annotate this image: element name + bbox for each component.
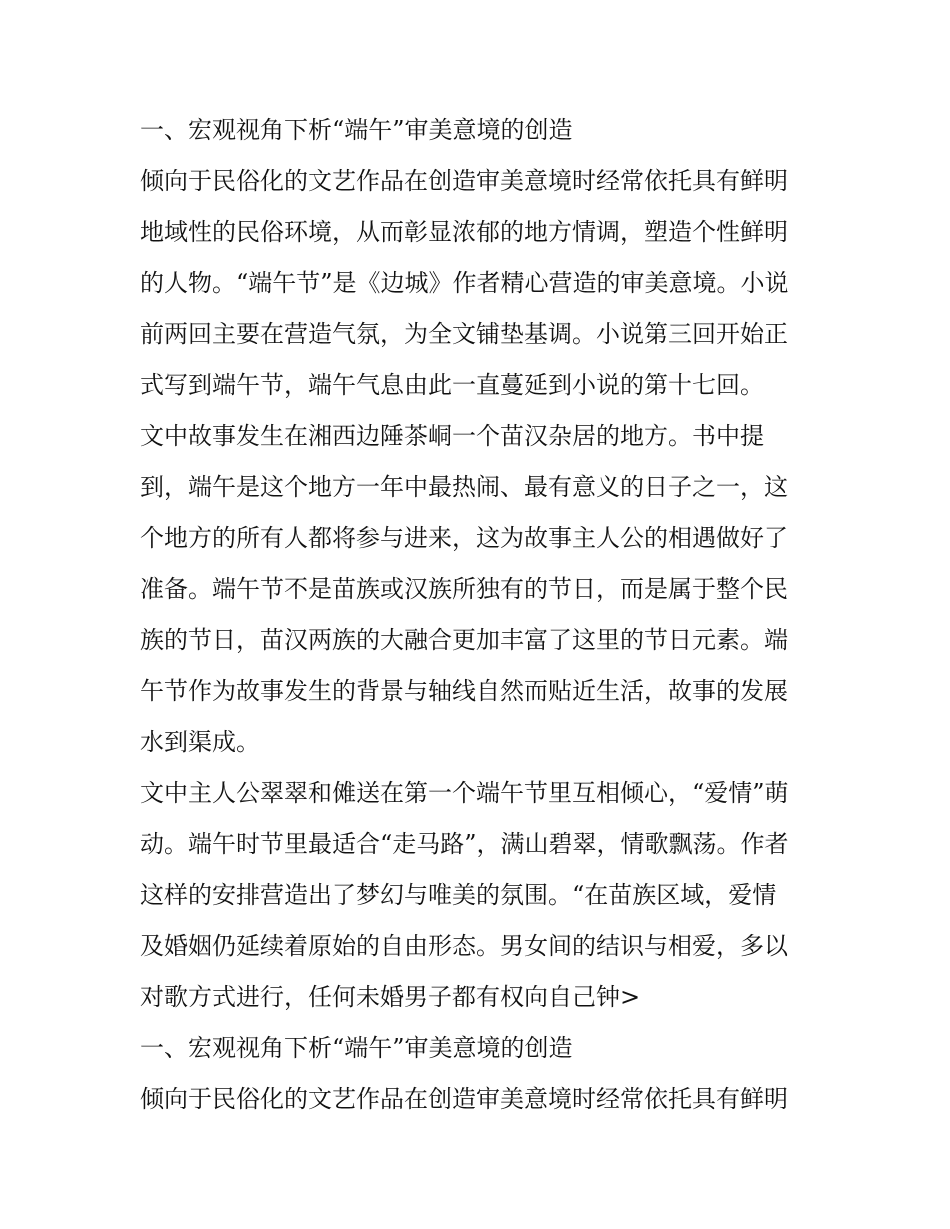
paragraph-line: 这样的安排营造出了梦幻与唯美的氛围。“在苗族区域，爱情 [140,881,777,909]
paragraph-line: 对歌方式进行，任何未婚男子都有权向自己钟> [140,983,641,1011]
paragraph-line: 地域性的民俗环境，从而彰显浓郁的地方情调，塑造个性鲜明 [140,218,788,246]
paragraph-line: 到，端午是这个地方一年中最热闹、最有意义的日子之一，这 [140,473,788,501]
paragraph-line: 午节作为故事发生的背景与轴线自然而贴近生活，故事的发展 [140,677,788,705]
paragraph-line: 的人物。“端午节”是《边城》作者精心营造的审美意境。小说 [140,269,789,297]
section-heading: 一、宏观视角下析“端午”审美意境的创造 [140,116,573,144]
section-heading: 一、宏观视角下析“端午”审美意境的创造 [140,1034,573,1062]
paragraph-line: 及婚姻仍延续着原始的自由形态。男女间的结识与相爱，多以 [140,932,788,960]
paragraph-line: 动。端午时节里最适合“走马路”，满山碧翠，情歌飘荡。作者 [140,830,789,858]
paragraph-line: 倾向于民俗化的文艺作品在创造审美意境时经常依托具有鲜明 [140,167,788,195]
paragraph-line: 水到渠成。 [140,728,260,756]
paragraph-line: 个地方的所有人都将参与进来，这为故事主人公的相遇做好了 [140,524,788,552]
paragraph-line: 文中主人公翠翠和傩送在第一个端午节里互相倾心，“爱情”萌 [140,779,789,807]
paragraph-line: 准备。端午节不是苗族或汉族所独有的节日，而是属于整个民 [140,575,788,603]
paragraph-line: 式写到端午节，端午气息由此一直蔓延到小说的第十七回。 [140,371,764,399]
paragraph-line: 族的节日，苗汉两族的大融合更加丰富了这里的节日元素。端 [140,626,788,654]
paragraph-line: 文中故事发生在湘西边陲茶峒一个苗汉杂居的地方。书中提 [140,422,764,450]
document-body [140,105,820,1125]
paragraph-line: 前两回主要在营造气氛，为全文铺垫基调。小说第三回开始正 [140,320,788,348]
paragraph-line: 倾向于民俗化的文艺作品在创造审美意境时经常依托具有鲜明 [140,1085,788,1113]
